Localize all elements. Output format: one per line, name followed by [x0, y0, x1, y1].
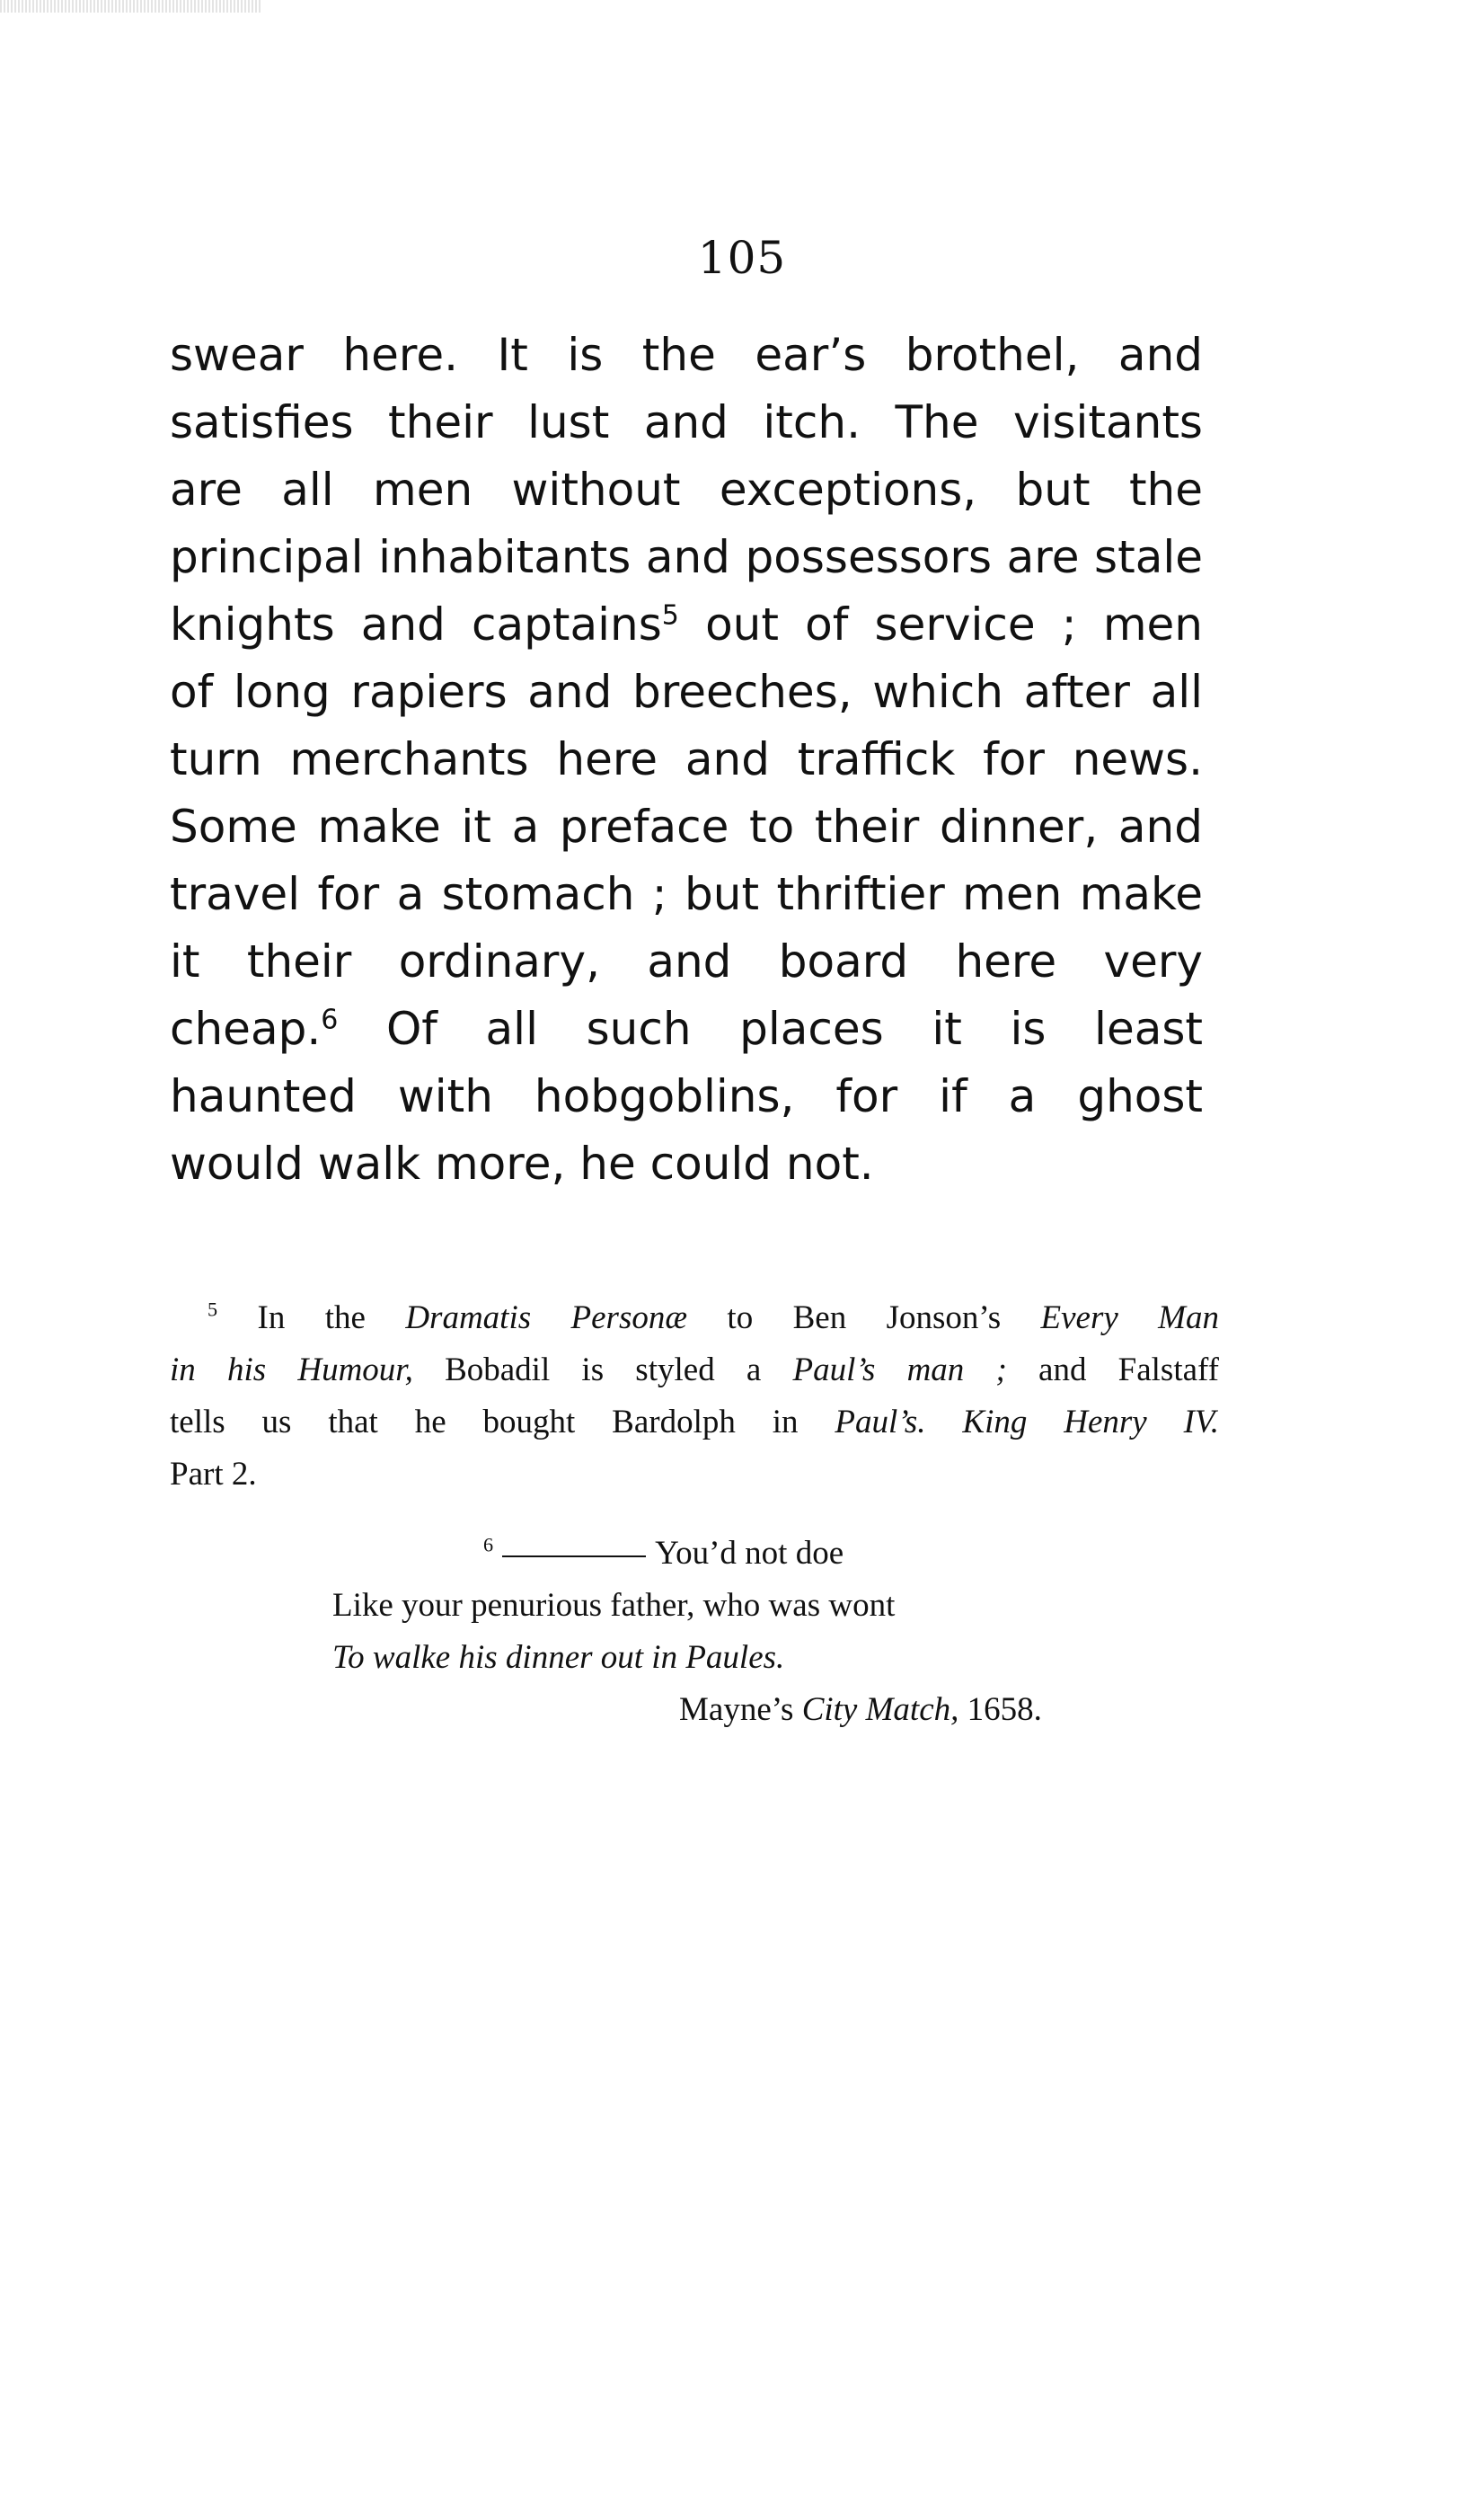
body-line: would walk more, he could not.	[170, 1138, 874, 1190]
footnote-italic: Paul’s.	[835, 1404, 926, 1440]
body-line	[170, 996, 1203, 1063]
footnote-text: Bobadil is styled a	[412, 1351, 793, 1388]
body-line: swear here. It is the ear’s brothel, and	[170, 329, 1203, 381]
body-line: satisfies their lust and itch. The visitants	[170, 396, 1203, 448]
verse-line	[332, 1632, 1195, 1684]
body-line: it their ordinary, and board here very	[170, 935, 1203, 988]
body-text-fragment: out of service ; men	[678, 598, 1203, 651]
body-text-fragment: Of all such places it is least	[338, 1003, 1203, 1055]
footnote-marker: 6	[483, 1533, 494, 1556]
attribution-text: Mayne’s	[679, 1691, 802, 1728]
footnote-text: In the	[217, 1299, 406, 1336]
verse-text: You’d not doe	[655, 1535, 844, 1572]
body-line: principal inhabitants and possessors are stale	[170, 531, 1203, 583]
footnote-line	[170, 1292, 1219, 1344]
footnote-italic: in his Humour,	[170, 1351, 413, 1388]
footnote-ref-5: 5	[661, 599, 679, 632]
verse-line: Like your penurious father, who was wont	[332, 1587, 896, 1624]
em-dash-rule	[502, 1555, 646, 1557]
footnote-ref-6: 6	[321, 1004, 339, 1036]
footnote-5	[170, 1292, 1219, 1501]
footnote-text	[926, 1404, 963, 1440]
attribution-year: 1658.	[958, 1691, 1042, 1728]
footnote-text: to Ben Jonson’s	[687, 1299, 1041, 1336]
page-number: 105	[697, 232, 787, 284]
footnote-italic: King Henry IV.	[962, 1404, 1220, 1440]
body-line: turn merchants here and traffick for news.	[170, 733, 1203, 785]
body-text	[170, 322, 1203, 1198]
footnote-italic: Every Man	[1040, 1299, 1219, 1336]
footnote-line	[170, 1396, 1219, 1449]
footnote-line: Part 2.	[170, 1456, 257, 1493]
footnote-text: and Falstaff	[1006, 1351, 1219, 1388]
scan-edge-artifact	[0, 0, 261, 13]
footnote-text: tells us that he bought Bardolph in	[170, 1404, 835, 1440]
footnote-marker: 5	[208, 1298, 218, 1321]
verse-italic: To walke his dinner out in Paules.	[332, 1639, 785, 1676]
body-line: travel for a stomach ; but thriftier men make	[170, 868, 1203, 920]
body-line: Some make it a preface to their dinner, and	[170, 801, 1203, 853]
footnote-italic: Paul’s man ;	[792, 1351, 1007, 1388]
body-line: haunted with hobgoblins, for if a ghost	[170, 1070, 1203, 1122]
footnote-italic: Dramatis Personæ	[405, 1299, 688, 1336]
body-text-fragment: knights and captains	[170, 598, 662, 651]
body-text-fragment: cheap.	[170, 1003, 322, 1055]
verse-attribution	[332, 1684, 1195, 1736]
attribution-title: City Match,	[801, 1691, 959, 1728]
verse-line	[332, 1528, 1195, 1580]
body-line	[170, 591, 1203, 659]
body-line: are all men without exceptions, but the	[170, 464, 1203, 516]
body-line: of long rapiers and breeches, which after all	[170, 666, 1203, 718]
footnote-line	[170, 1344, 1219, 1396]
footnote-6-verse	[332, 1528, 1195, 1736]
